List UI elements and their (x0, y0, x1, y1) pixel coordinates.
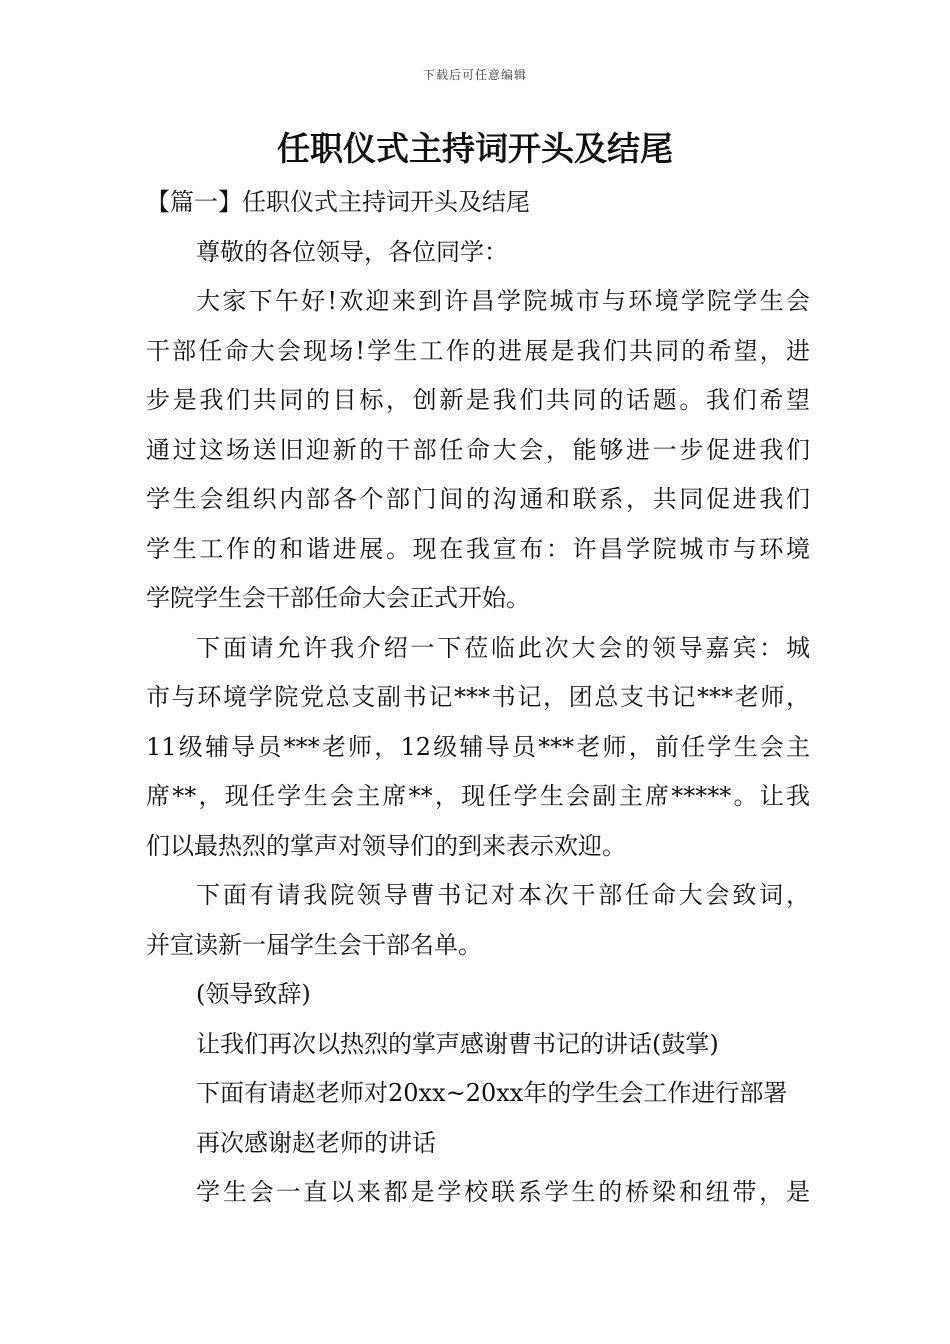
body-line: 们以最热烈的掌声对领导们的到来表示欢迎。 (146, 831, 626, 860)
body-line: 【篇一】任职仪式主持词开头及结尾 (146, 188, 530, 216)
body-line: 尊敬的各位领导，各位同学： (196, 237, 508, 266)
body-line: 再次感谢赵老师的讲话 (196, 1128, 436, 1157)
body-line: 席**，现任学生会主席**，现任学生会副主席*****。让我 (146, 782, 810, 810)
body-line: 11级辅导员***老师，12级辅导员***老师，前任学生会主 (146, 732, 810, 761)
body-line: 市与环境学院党总支副书记***书记，团总支书记***老师， (146, 683, 810, 711)
body-line: 下面有请赵老师对20xx~20xx年的学生会工作进行部署 (196, 1079, 788, 1107)
body-line: 干部任命大会现场!学生工作的进展是我们共同的希望，进 (146, 336, 810, 365)
body-line: 学院学生会干部任命大会正式开始。 (146, 584, 530, 612)
body-line: 下面有请我院领导曹书记对本次干部任命大会致词， (196, 881, 810, 909)
body-line: 让我们再次以热烈的掌声感谢曹书记的讲话(鼓掌) (196, 1029, 719, 1058)
body-line: 学生工作的和谐进展。现在我宣布：许昌学院城市与环境 (146, 534, 810, 563)
body-line: (领导致辞) (196, 980, 311, 1008)
body-line: 通过这场送旧迎新的干部任命大会，能够进一步促进我们 (146, 435, 810, 464)
header-note: 下载后可任意编辑 (422, 68, 527, 82)
body-line: 步是我们共同的目标，创新是我们共同的话题。我们希望 (146, 386, 810, 414)
body-line: 学生会一直以来都是学校联系学生的桥梁和纽带，是 (196, 1178, 810, 1206)
document-body (146, 178, 810, 1218)
document-title: 任职仪式主持词开头及结尾 (277, 129, 673, 168)
body-line: 大家下午好!欢迎来到许昌学院城市与环境学院学生会 (196, 287, 810, 315)
body-line: 并宣读新一届学生会干部名单。 (146, 930, 482, 959)
body-line: 学生会组织内部各个部门间的沟通和联系，共同促进我们 (146, 485, 810, 513)
body-line: 下面请允许我介绍一下莅临此次大会的领导嘉宾：城 (196, 633, 810, 662)
